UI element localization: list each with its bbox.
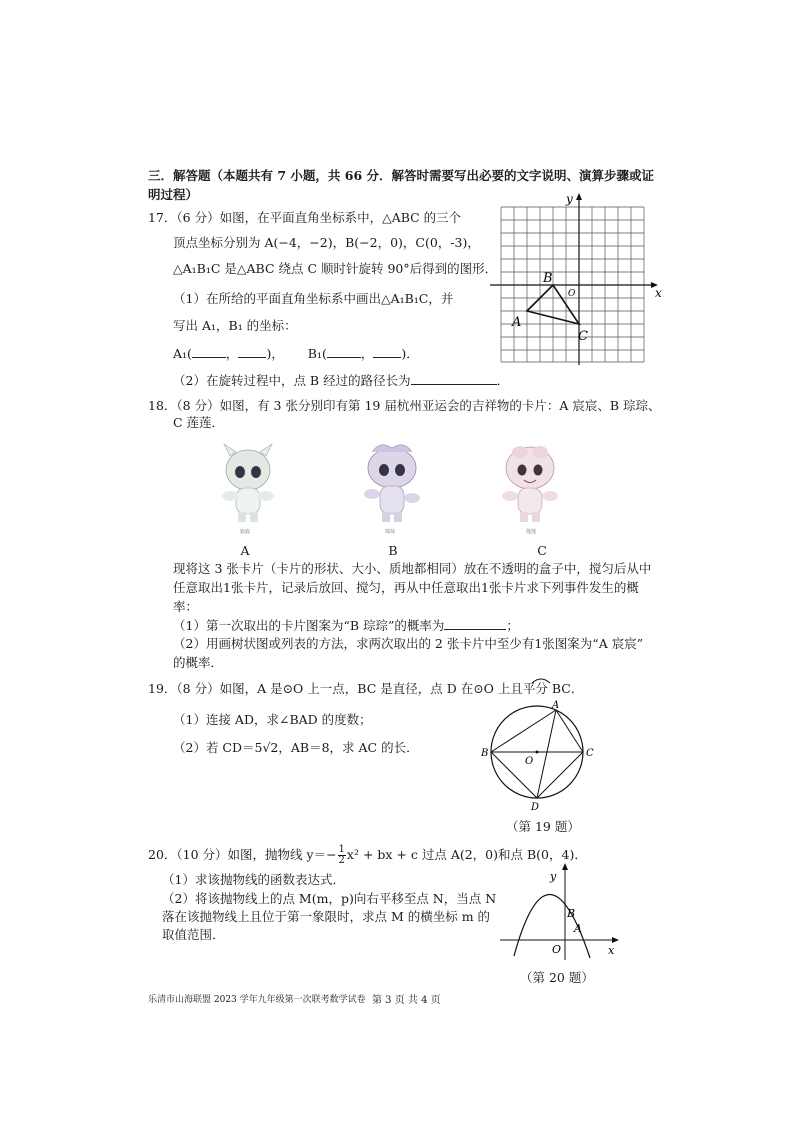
q17-answer-line [173,345,419,362]
q17-line5: 写出 A₁，B₁ 的坐标： [173,318,297,333]
q19-part1: （1）连接 AD，求∠BAD 的度数； [173,712,372,727]
section-heading-line2: 明过程） [148,187,199,202]
q17-line4: （1）在所给的平面直角坐标系中画出△A₁B₁C，并 [173,291,454,306]
q17-b1-label: B₁( [307,346,327,361]
grid-label-c: C [578,329,588,344]
q17-b1-y-blank[interactable] [373,345,401,358]
y-axis-arrow [576,193,582,200]
section-heading-line1: 三．解答题（本题共有 7 小题，共 66 分．解答时需要写出必要的文字说明、演算步骤或证 [148,168,655,183]
circle-label-o: O [525,756,534,767]
mascot-c-name: 莲莲 [525,529,536,535]
q19-line1: 19．（8 分）如图，A 是⊙O 上一点，BC 是直径，点 D 在⊙O 上且平分 BC． [148,681,584,696]
q17-line1: 17．（6 分）如图，在平面直角坐标系中，△ABC 的三个 [148,210,462,225]
grid-label-x: x [655,286,662,300]
q17-line2: 顶点坐标分别为 A(−4，−2)，B(−2，0)，C(0，-3)， [173,235,480,250]
q17-part2-blank[interactable] [411,372,497,385]
mascot-card-c-image [490,438,570,530]
q17-a1-y-blank[interactable] [238,345,266,358]
grid-label-y: y [566,192,573,206]
q17-a1-x-blank[interactable] [192,345,226,358]
circle-label-d: D [531,802,540,812]
q19-caption: （第 19 题） [506,819,580,834]
q20-parabola-figure [498,862,628,962]
mascot-a-name: 宸宸 [239,529,250,535]
q17-part2-end: ． [496,373,510,388]
q17-a1-end: )， [266,346,284,361]
q19-part2: （2）若 CD＝5√2，AB＝8，求 AC 的长． [173,740,419,755]
q19-arc-mark [531,676,551,684]
q17-coordinate-grid-figure [488,192,668,367]
q20-fraction-numerator: 1 [338,844,345,855]
q20-part1: （1）求该抛物线的函数表达式． [162,872,345,887]
q17-b1-end: )． [401,346,419,361]
q20-label-x: x [608,944,615,957]
q20-part2-line1: （2）将该抛物线上的点 M(m，p)向右平移至点 N，当点 N [162,891,497,906]
q20-label-a: A [574,922,582,935]
q18-part1 [173,617,519,634]
mascot-card-a-image [208,438,288,530]
q17-a1-sep: ， [225,346,239,361]
q17-b1-x-blank[interactable] [327,345,361,358]
q20-caption: （第 20 题） [520,970,594,985]
circle-label-c: C [586,748,594,759]
q20-part2-line3: 取值范围． [162,927,225,942]
q17-a1-label: A₁( [173,346,192,361]
q20-fraction-denominator: 2 [338,855,345,866]
q17-b1-sep: ， [360,346,374,361]
grid-label-o: O [568,289,576,299]
q20-label-y: y [550,870,557,883]
q18-line1: 18．（8 分）如图，有 3 张分别印有第 19 届杭州亚运会的吉祥物的卡片：A 宸宸、B 琮琮、 [148,398,661,413]
q20-label-b: B [567,907,576,920]
q18-part1-end: ； [506,618,519,633]
mascot-c-label: C [537,543,547,558]
q18-part2-line1: （2）用画树状图或列表的方法，求两次取出的 2 张卡片中至少有1张图案为“A 宸宸” [173,636,644,651]
mascot-b-name: 琮琮 [384,529,395,535]
mascot-card-b-image [352,438,432,530]
q20-label-o: O [552,943,562,956]
q17-part2 [173,372,509,389]
q18-line2: C 莲莲． [173,415,225,430]
q20-line1-end: x² + bx + c 过点 A(2，0)和点 B(0，4)． [346,847,587,862]
q19-circle-figure [478,700,598,812]
circle-label-b: B [481,748,489,759]
q20-line1-start: 20．（10 分）如图，抛物线 y＝− [148,847,337,862]
q20-fraction [338,845,346,866]
circle-label-a: A [552,700,560,711]
footer-page-number: 第 3 页 共 4 页 [372,995,441,1006]
footer-exam-name: 乐清市山海联盟 2023 学年九年级第一次联考数学试卷 [148,995,366,1005]
mascot-b-label: B [388,543,398,558]
q18-para-line3: 率： [173,599,199,614]
q18-para-line1: 现将这 3 张卡片（卡片的形状、大小、质地都相同）放在不透明的盒子中，搅匀后从中 [173,561,652,576]
mascot-a-label: A [240,543,250,558]
q18-para-line2: 任意取出1张卡片，记录后放回、搅匀，再从中任意取出1张卡片求下列事件发生的概 [173,580,639,595]
grid-label-b: B [543,271,553,286]
q18-part2-line2: 的概率． [173,655,224,670]
q18-part1-blank[interactable] [444,617,506,630]
q17-line3: △A₁B₁C 是△ABC 绕点 C 顺时针旋转 90°后得到的图形． [173,261,498,276]
q20-part2-line2: 落在该抛物线上且位于第一象限时，求点 M 的横坐标 m 的 [162,909,491,924]
q18-part1-text: （1）第一次取出的卡片图案为“B 琮琮”的概率为 [173,618,445,633]
grid-label-a: A [512,315,522,330]
q17-part2-text: （2）在旋转过程中，点 B 经过的路径长为 [173,373,411,388]
